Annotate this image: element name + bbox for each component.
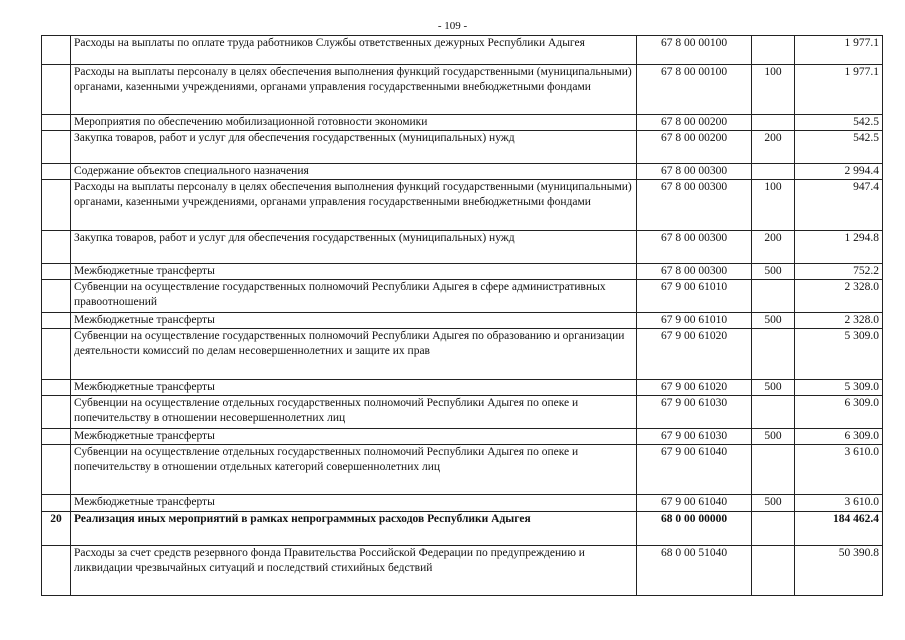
table-row <box>42 380 883 396</box>
expense-name: Субвенции на осуществление государственных полномочий Республики Адыгея в сфере административных правоотношений <box>71 280 637 313</box>
amount: 947.4 <box>795 180 883 231</box>
target-code: 67 9 00 61010 <box>637 280 752 313</box>
expense-type <box>752 329 795 380</box>
row-number <box>42 65 71 115</box>
table-row-section <box>42 512 883 546</box>
row-number <box>42 445 71 495</box>
row-number: 20 <box>42 512 71 546</box>
row-number <box>42 380 71 396</box>
table-row <box>42 313 883 329</box>
amount: 2 328.0 <box>795 313 883 329</box>
expense-type <box>752 512 795 546</box>
expense-name: Расходы на выплаты персоналу в целях обеспечения выполнения функций государственными (муниципальными) органами, казенными учреждениями, органами управления государственными внебюджетными фондами <box>71 65 637 115</box>
table-row <box>42 429 883 445</box>
row-number <box>42 164 71 180</box>
expense-type: 100 <box>752 180 795 231</box>
expense-type <box>752 115 795 131</box>
expense-type: 500 <box>752 380 795 396</box>
row-number <box>42 313 71 329</box>
table-row <box>42 546 883 596</box>
expense-name: Субвенции на осуществление отдельных государственных полномочий Республики Адыгея по опеке и попечительству в отношении несовершеннолетних лиц <box>71 396 637 429</box>
page-number: - 109 - <box>437 20 468 32</box>
target-code: 67 9 00 61020 <box>637 380 752 396</box>
target-code: 67 8 00 00200 <box>637 131 752 164</box>
expense-name: Субвенции на осуществление государственных полномочий Республики Адыгея по образованию и организации деятельности комиссий по делам несовершеннолетних и защите их прав <box>71 329 637 380</box>
table-row <box>42 36 883 65</box>
table-row <box>42 115 883 131</box>
expense-type <box>752 546 795 596</box>
row-number <box>42 429 71 445</box>
row-number <box>42 495 71 512</box>
table-row <box>42 329 883 380</box>
table-row <box>42 396 883 429</box>
target-code: 67 9 00 61030 <box>637 429 752 445</box>
amount: 50 390.8 <box>795 546 883 596</box>
amount: 5 309.0 <box>795 329 883 380</box>
target-code: 67 8 00 00300 <box>637 231 752 264</box>
amount: 2 994.4 <box>795 164 883 180</box>
expense-type <box>752 445 795 495</box>
target-code: 67 9 00 61020 <box>637 329 752 380</box>
amount: 542.5 <box>795 115 883 131</box>
row-number <box>42 115 71 131</box>
target-code: 67 8 00 00300 <box>637 164 752 180</box>
amount: 1 977.1 <box>795 36 883 65</box>
expense-name: Содержание объектов специального назначения <box>71 164 637 180</box>
expense-name: Межбюджетные трансферты <box>71 429 637 445</box>
target-code: 68 0 00 00000 <box>637 512 752 546</box>
table-row <box>42 180 883 231</box>
table-row <box>42 280 883 313</box>
table-row <box>42 231 883 264</box>
row-number <box>42 131 71 164</box>
amount: 3 610.0 <box>795 495 883 512</box>
expense-type: 200 <box>752 231 795 264</box>
table-row <box>42 495 883 512</box>
target-code: 67 8 00 00300 <box>637 264 752 280</box>
amount: 752.2 <box>795 264 883 280</box>
target-code: 67 9 00 61040 <box>637 445 752 495</box>
expense-type: 200 <box>752 131 795 164</box>
expense-name: Расходы за счет средств резервного фонда Правительства Российской Федерации по предупреждению и ликвидации чрезвычайных ситуаций и последствий стихийных бедствий <box>71 546 637 596</box>
amount: 2 328.0 <box>795 280 883 313</box>
expense-name: Межбюджетные трансферты <box>71 495 637 512</box>
table-row <box>42 65 883 115</box>
row-number <box>42 546 71 596</box>
target-code: 67 9 00 61040 <box>637 495 752 512</box>
target-code: 67 8 00 00200 <box>637 115 752 131</box>
expense-type <box>752 396 795 429</box>
target-code: 68 0 00 51040 <box>637 546 752 596</box>
expense-type: 500 <box>752 313 795 329</box>
expense-type: 500 <box>752 264 795 280</box>
table-row <box>42 264 883 280</box>
amount: 542.5 <box>795 131 883 164</box>
expense-type: 500 <box>752 495 795 512</box>
row-number <box>42 396 71 429</box>
expense-type: 500 <box>752 429 795 445</box>
expense-type <box>752 36 795 65</box>
amount: 1 977.1 <box>795 65 883 115</box>
table-row <box>42 131 883 164</box>
expense-name: Расходы на выплаты по оплате труда работников Службы ответственных дежурных Республики Адыгея <box>71 36 637 65</box>
target-code: 67 8 00 00300 <box>637 180 752 231</box>
amount: 184 462.4 <box>795 512 883 546</box>
row-number <box>42 264 71 280</box>
table-row <box>42 164 883 180</box>
amount: 6 309.0 <box>795 429 883 445</box>
target-code: 67 9 00 61030 <box>637 396 752 429</box>
row-number <box>42 280 71 313</box>
expense-name: Реализация иных мероприятий в рамках непрограммных расходов Республики Адыгея <box>71 512 637 546</box>
expense-name: Субвенции на осуществление отдельных государственных полномочий Республики Адыгея по опеке и попечительству в отношении отдельных категорий совершеннолетних лиц <box>71 445 637 495</box>
expense-name: Мероприятия по обеспечению мобилизационной готовности экономики <box>71 115 637 131</box>
target-code: 67 8 00 00100 <box>637 65 752 115</box>
amount: 1 294.8 <box>795 231 883 264</box>
row-number <box>42 231 71 264</box>
budget-table <box>41 35 883 596</box>
expense-name: Закупка товаров, работ и услуг для обеспечения государственных (муниципальных) нужд <box>71 131 637 164</box>
expense-type <box>752 164 795 180</box>
amount: 6 309.0 <box>795 396 883 429</box>
amount: 3 610.0 <box>795 445 883 495</box>
row-number <box>42 329 71 380</box>
row-number <box>42 180 71 231</box>
expense-name: Расходы на выплаты персоналу в целях обеспечения выполнения функций государственными (муниципальными) органами, казенными учреждениями, органами управления государственными внебюджетными фондами <box>71 180 637 231</box>
target-code: 67 9 00 61010 <box>637 313 752 329</box>
amount: 5 309.0 <box>795 380 883 396</box>
expense-name: Закупка товаров, работ и услуг для обеспечения государственных (муниципальных) нужд <box>71 231 637 264</box>
table-row <box>42 445 883 495</box>
row-number <box>42 36 71 65</box>
expense-name: Межбюджетные трансферты <box>71 380 637 396</box>
expense-name: Межбюджетные трансферты <box>71 313 637 329</box>
target-code: 67 8 00 00100 <box>637 36 752 65</box>
expense-type: 100 <box>752 65 795 115</box>
expense-type <box>752 280 795 313</box>
expense-name: Межбюджетные трансферты <box>71 264 637 280</box>
